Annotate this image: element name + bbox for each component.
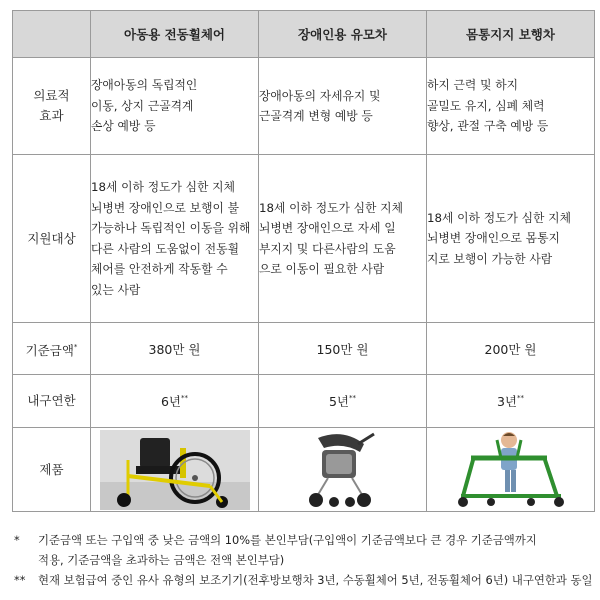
- gait-trainer-image: [451, 430, 571, 510]
- life-gait-trainer: 3년**: [427, 375, 595, 428]
- label-price: 기준금액*: [13, 323, 91, 375]
- header-wheelchair: 아동용 전동휠체어: [91, 11, 259, 58]
- footnote-2: ** 현재 보험급여 중인 유사 유형의 보조기기(전후방보행차 3년, 수동휠체어 5년, 전동휠체어 6년) 내구연한과 동일: [14, 573, 593, 587]
- device-comparison-table: [12, 10, 595, 512]
- life-wheelchair: 6년**: [91, 375, 259, 428]
- label-durability: 내구연한: [13, 375, 91, 428]
- footnote-1: * 기준금액 또는 구입액 중 낮은 금액의 10%를 본인부담(구입액이 기준금액보다 큰 경우 기준금액까지: [14, 533, 537, 547]
- row-medical-effect: [13, 58, 595, 155]
- effect-stroller: 장애아동의 자세유지 및 근골격계 변형 예방 등: [259, 58, 427, 155]
- stroller-image: [298, 430, 388, 510]
- label-target: 지원대상: [13, 155, 91, 323]
- wheelchair-image: [100, 430, 250, 510]
- effect-gait-trainer: 하지 근력 및 하지 골밀도 유지, 심폐 체력 향상, 관절 구축 예방 등: [427, 58, 595, 155]
- header-row: [13, 11, 595, 58]
- target-stroller: 18세 이하 정도가 심한 지체 뇌병변 장애인으로 자세 일 부지지 및 다른사람의 도움 으로 이동이 필요한 사람: [259, 155, 427, 323]
- label-medical-effect: 의료적 효과: [13, 58, 91, 155]
- effect-wheelchair: 장애아동의 독립적인 이동, 상지 근골격계 손상 예방 등: [91, 58, 259, 155]
- row-price: [13, 323, 595, 375]
- header-stroller: 장애인용 유모차: [259, 11, 427, 58]
- label-product: 제품: [13, 428, 91, 512]
- corner-cell: [13, 11, 91, 58]
- life-stroller: 5년**: [259, 375, 427, 428]
- row-target: [13, 155, 595, 323]
- product-wheelchair-cell: [91, 428, 259, 512]
- target-gait-trainer: 18세 이하 정도가 심한 지체 뇌병변 장애인으로 몸통지 지로 보행이 가능한 사람: [427, 155, 595, 323]
- product-gait-trainer-cell: [427, 428, 595, 512]
- footnote-1-cont: 적용, 기준금액을 초과하는 금액은 전액 본인부담): [38, 553, 285, 567]
- price-stroller: 150만 원: [259, 323, 427, 375]
- product-stroller-cell: [259, 428, 427, 512]
- footnotes: [14, 530, 598, 590]
- target-wheelchair: 18세 이하 정도가 심한 지체 뇌병변 장애인으로 보행이 불 가능하나 독립적인 이동을 위해 다른 사람의 도움없이 전동휠 체어를 안전하게 작동할 수 있는 사람: [91, 155, 259, 323]
- row-product: [13, 428, 595, 512]
- price-gait-trainer: 200만 원: [427, 323, 595, 375]
- price-wheelchair: 380만 원: [91, 323, 259, 375]
- row-durability: [13, 375, 595, 428]
- header-gait-trainer: 몸통지지 보행차: [427, 11, 595, 58]
